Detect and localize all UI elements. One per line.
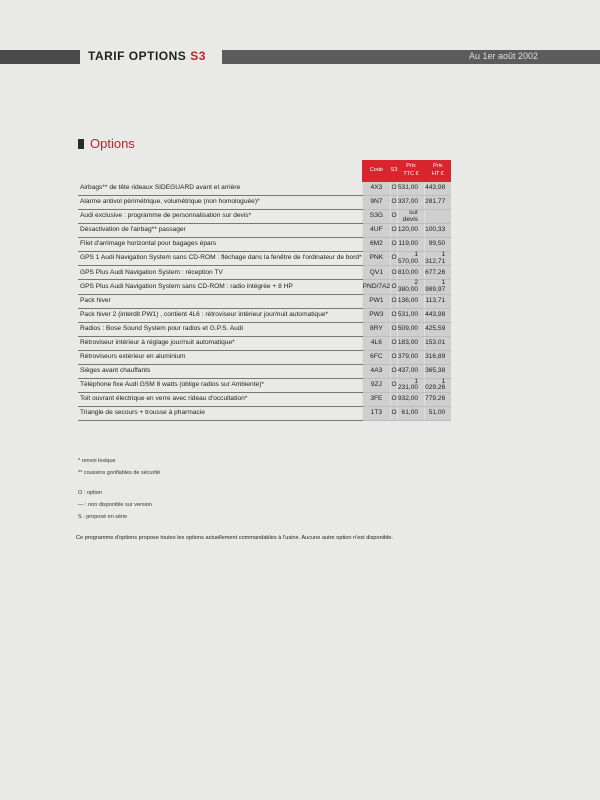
option-label: Désactivation de l'airbag** passager (78, 224, 362, 238)
option-code: PW1 (362, 294, 391, 308)
option-label: Filet d'arrimage horizontal pour bagages épars (78, 238, 362, 252)
option-label: Téléphone fixe Audi GSM 8 watts (oblige radios sur Ambiente)* (78, 378, 362, 392)
option-s3-availability: O (391, 406, 398, 420)
option-price-ht: 1 989,97 (425, 280, 452, 294)
option-code: 9ZJ (362, 378, 391, 392)
option-price-ttc: 437,00 (397, 364, 424, 378)
option-s3-availability: O (391, 210, 398, 224)
option-price-ttc: 509,00 (397, 322, 424, 336)
option-code: 6M2 (362, 238, 391, 252)
option-price-ttc: 120,00 (397, 224, 424, 238)
option-s3-availability: O (391, 252, 398, 266)
footnote-lexique: * renvoi lexique (78, 458, 116, 464)
table-row (78, 210, 451, 224)
option-code: 4L6 (362, 336, 391, 350)
option-price-ttc: 119,00 (397, 238, 424, 252)
option-label: GPS 1 Audi Navigation System sans CD-ROM : fléchage dans la fenêtre de l'ordinateur de bord* (78, 252, 362, 266)
option-s3-availability: O (391, 182, 398, 196)
option-price-ttc: 2 380,00 (397, 280, 424, 294)
option-code: PND/7A2 (362, 280, 391, 294)
option-label: GPS Plus Audi Navigation System : réception TV (78, 266, 362, 280)
option-s3-availability: O (391, 280, 398, 294)
header-price-ht-line2: HT € (431, 171, 444, 177)
table-row (78, 182, 451, 196)
option-s3-availability: O (391, 336, 398, 350)
option-s3-availability: O (391, 364, 398, 378)
key-series: S : proposé en série (78, 514, 128, 520)
option-price-ttc: 932,00 (397, 392, 424, 406)
table-row (78, 364, 451, 378)
table-row (78, 266, 451, 280)
option-s3-availability: O (391, 196, 398, 210)
option-code: PW3 (362, 308, 391, 322)
option-code: 3FE (362, 392, 391, 406)
section-title (78, 136, 135, 151)
table-row (78, 224, 451, 238)
option-price-ht: 779,26 (425, 392, 452, 406)
option-s3-availability: O (391, 238, 398, 252)
option-code: 1T3 (362, 406, 391, 420)
option-price-ttc: 183,00 (397, 336, 424, 350)
header-bar-left (0, 50, 80, 64)
option-label: Rétroviseurs extérieur en aluminium (78, 350, 362, 364)
option-code: 9N7 (362, 196, 391, 210)
key-option: O : option (78, 490, 102, 496)
option-s3-availability: O (391, 322, 398, 336)
option-price-ttc: 337,00 (397, 196, 424, 210)
section-bullet-icon (78, 139, 84, 149)
option-price-ht: 1 312,71 (425, 252, 452, 266)
option-price-ttc: 1 231,00 (397, 378, 424, 392)
option-s3-availability: O (391, 378, 398, 392)
price-date: Au 1er août 2002 (468, 51, 538, 61)
table-row (78, 322, 451, 336)
table-row (78, 308, 451, 322)
header-s3: S3 (391, 160, 398, 182)
option-price-ttc: 1 570,00 (397, 252, 424, 266)
options-table (78, 160, 451, 421)
option-price-ht: 443,98 (425, 308, 452, 322)
option-price-ht: 113,71 (425, 294, 452, 308)
table-row (78, 238, 451, 252)
option-price-ttc: 379,00 (397, 350, 424, 364)
option-label: Audi exclusive : programme de personnalisation sur devis* (78, 210, 362, 224)
option-code: S3G (362, 210, 391, 224)
option-code: QV1 (362, 266, 391, 280)
option-price-ttc: 810,00 (397, 266, 424, 280)
key-unavailable: — : non disponible sur version (78, 502, 152, 508)
option-price-ttc: 136,00 (397, 294, 424, 308)
option-s3-availability: O (391, 392, 398, 406)
option-label: Sièges avant chauffants (78, 364, 362, 378)
option-label: Toit ouvrant électrique en verre avec rideau d'occultation* (78, 392, 362, 406)
options-note: Ce programme d'options propose toutes les options actuellement commandables à l'usine. Aucune autre option n'est disponible. (76, 535, 393, 541)
footnote-airbags: ** coussins gonflables de sécurité (78, 470, 161, 476)
option-s3-availability: O (391, 350, 398, 364)
option-s3-availability: O (391, 224, 398, 238)
header-code: Code (362, 160, 391, 182)
table-row (78, 294, 451, 308)
option-code: PNK (362, 252, 391, 266)
table-row (78, 196, 451, 210)
option-code: 8RY (362, 322, 391, 336)
header-price-ht-line1: Prix (433, 163, 443, 170)
table-row (78, 406, 451, 420)
option-price-ht: 153,01 (425, 336, 452, 350)
table-row (78, 350, 451, 364)
option-price-ht: 316,89 (425, 350, 452, 364)
option-label: Triangle de secours + trousse à pharmacie (78, 406, 362, 420)
option-label: Pack hiver (78, 294, 362, 308)
table-body (78, 182, 451, 420)
option-price-ht: 281,77 (425, 196, 452, 210)
option-price-ht: 99,50 (425, 238, 452, 252)
option-label: Pack hiver 2 (interdit PW1) , contient 4L6 : rétroviseur intérieur jour/nuit automatique* (78, 308, 362, 322)
option-price-ttc: 61,00 (397, 406, 424, 420)
option-code: 4A3 (362, 364, 391, 378)
table-header-row (78, 160, 451, 182)
option-price-ht: 100,33 (425, 224, 452, 238)
option-s3-availability: O (391, 308, 398, 322)
option-price-ht: 443,98 (425, 182, 452, 196)
table-row (78, 336, 451, 350)
option-label: Alarme antivol périmétrique, volumétrique (non homologuée)* (78, 196, 362, 210)
option-price-ttc: sur devis (397, 210, 424, 224)
option-price-ht: 677,26 (425, 266, 452, 280)
option-code: 6FC (362, 350, 391, 364)
table-row (78, 392, 451, 406)
option-code: 4UF (362, 224, 391, 238)
option-price-ttc: 531,00 (397, 308, 424, 322)
section-title-text: Options (90, 136, 135, 151)
page-title-text: TARIF OPTIONS (88, 49, 187, 63)
option-price-ht: 1 029,26 (425, 378, 452, 392)
header-price-ttc-line2: TTC € (403, 171, 419, 177)
option-s3-availability: O (391, 294, 398, 308)
model-name: S3 (190, 49, 206, 63)
option-label: GPS Plus Audi Navigation System sans CD-ROM : radio intégrée + 8 HP (78, 280, 362, 294)
header-bar-right (222, 50, 600, 64)
option-price-ht (425, 210, 452, 224)
option-code: 4X3 (362, 182, 391, 196)
header-blank (78, 160, 362, 182)
header-price-ht (425, 160, 452, 182)
table-row (78, 280, 451, 294)
option-label: Airbags** de tête rideaux SIDEGUARD avant et arrière (78, 182, 362, 196)
option-price-ttc: 531,00 (397, 182, 424, 196)
option-label: Rétroviseur intérieur à réglage jour/nuit automatique* (78, 336, 362, 350)
option-label: Radios : Bose Sound System pour radios et G.P.S. Audi (78, 322, 362, 336)
header-price-ttc (397, 160, 424, 182)
option-s3-availability: O (391, 266, 398, 280)
option-price-ht: 365,38 (425, 364, 452, 378)
header-price-ttc-line1: Prix (406, 163, 416, 170)
page-title (88, 49, 206, 63)
table-row (78, 252, 451, 266)
option-price-ht: 425,59 (425, 322, 452, 336)
option-price-ht: 51,00 (425, 406, 452, 420)
table-row (78, 378, 451, 392)
